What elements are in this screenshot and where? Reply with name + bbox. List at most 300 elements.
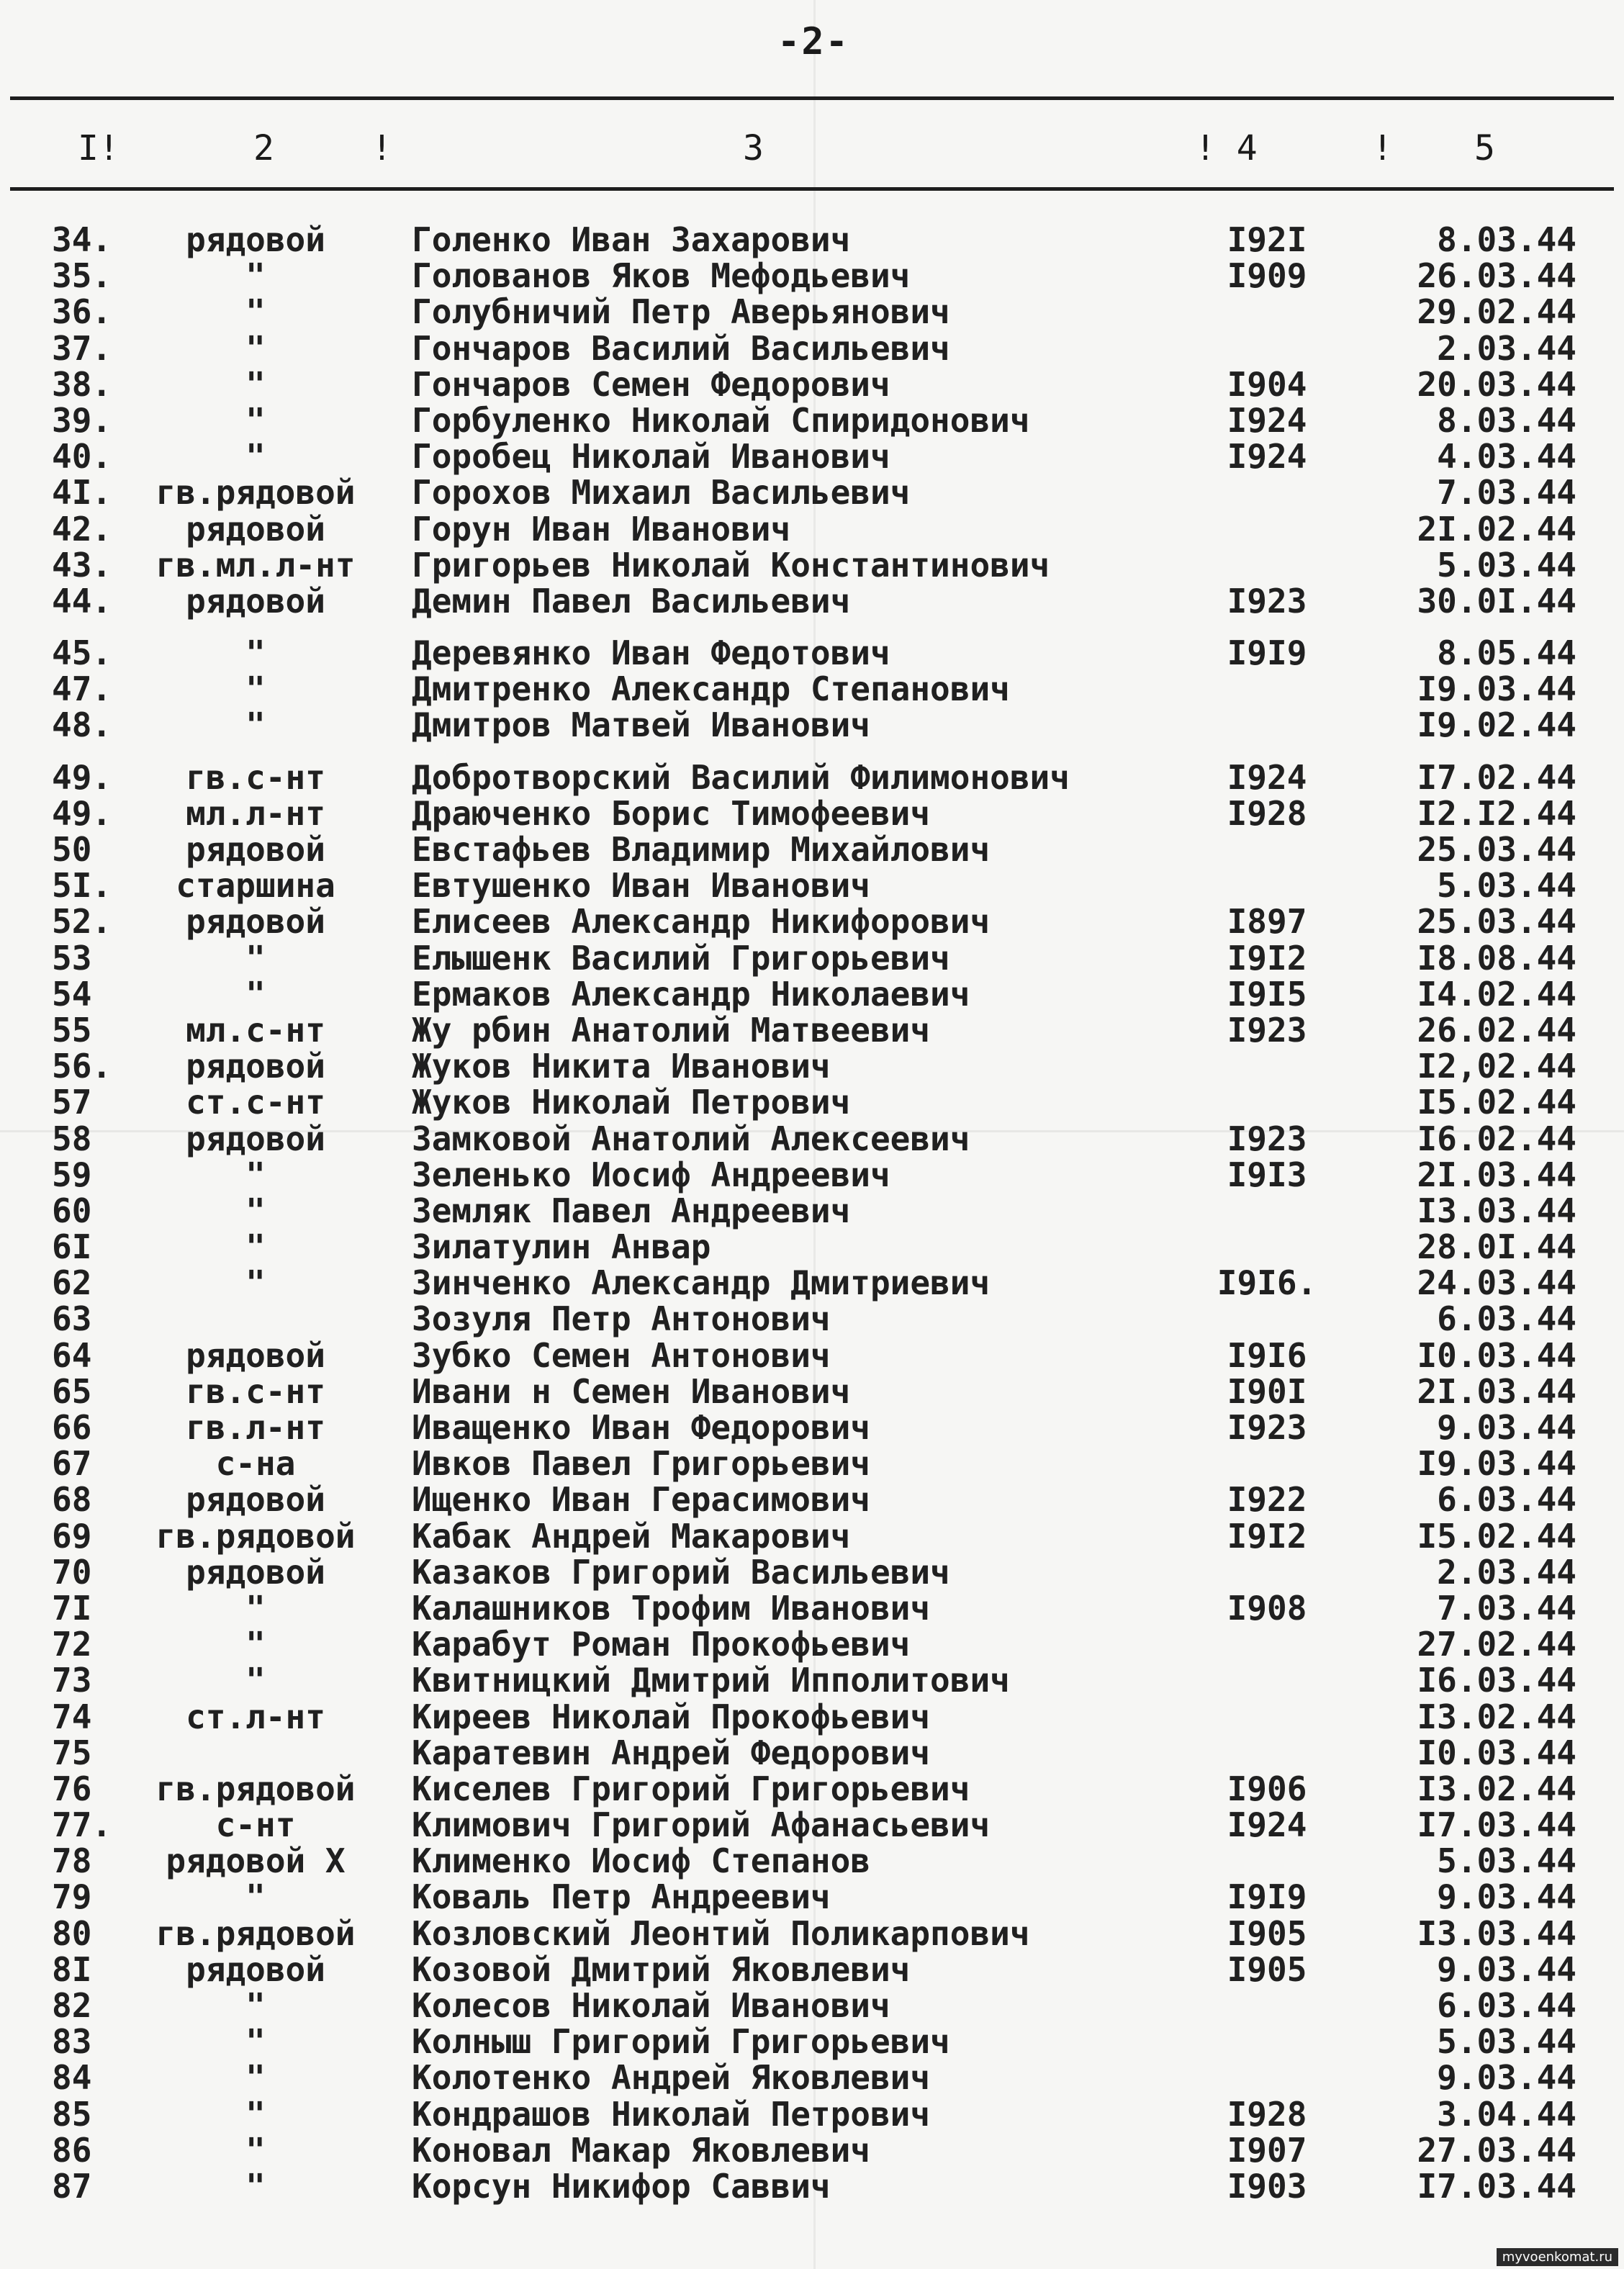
record-name: Жуков Николай Петрович [412,1083,851,1122]
record-rank: гв.мл.л-нт [155,545,356,585]
record-name: Козловский Леонтий Поликарпович [412,1913,1030,1953]
record-number: 57 [52,1083,92,1122]
list-item [0,1518,1624,1554]
record-number: 45. [52,633,112,673]
list-item [0,1480,1624,1520]
record-rank: рядовой [186,1949,325,1989]
record-date: 20.03.44 [1417,364,1576,404]
record-birth-year: I928 [1227,793,1307,833]
record-number: 66 [52,1408,92,1447]
record-name: Евстафьев Владимир Михайлович [412,830,991,869]
record-date: 9.03.44 [1437,1408,1576,1447]
record-name: Коваль Петр Андреевич [412,1877,831,1917]
record-rank: рядовой [186,1480,325,1520]
record-rank: " [245,633,266,673]
record-name: Иващенко Иван Федорович [412,1408,870,1447]
record-date: 30.0I.44 [1417,581,1576,621]
record-name: Добротворский Василий Филимонович [412,757,1070,797]
list-item [0,1409,1624,1445]
record-birth-year: I9I5 [1227,974,1307,1014]
list-item [0,547,1624,583]
record-date: I7.02.44 [1417,757,1576,797]
record-number: 56. [52,1047,112,1086]
record-number: 82 [52,1986,92,2025]
record-date: 2.03.44 [1437,328,1576,368]
record-number: 73 [52,1661,92,1700]
record-birth-year: I90I [1227,1371,1307,1411]
record-date: I9.02.44 [1417,705,1576,745]
record-birth-year: I9I6 [1227,1335,1307,1375]
record-name: Деревянко Иван Федотович [412,633,890,673]
record-rank: " [245,364,266,404]
record-number: 7I [52,1588,92,1628]
record-name: Кондрашов Николай Петрович [412,2094,931,2134]
record-number: 85 [52,2094,92,2134]
record-name: Ищенко Иван Герасимович [412,1480,870,1520]
list-item [0,583,1624,619]
record-name: Колныш Григорий Григорьевич [412,2022,950,2062]
record-date: 8.05.44 [1437,633,1576,673]
record-rank: " [245,938,266,978]
record-number: 77. [52,1805,112,1845]
record-rank: " [245,1227,266,1267]
record-number: 86 [52,2130,92,2170]
record-name: Горобец Николай Иванович [412,437,890,477]
record-number: 34. [52,220,112,259]
record-name: Голубничий Петр Аверьянович [412,292,950,332]
record-date: I4.02.44 [1417,974,1576,1014]
header-col-3: 3 [743,128,764,168]
record-rank: " [245,1661,266,1700]
record-list [0,222,1624,2204]
list-item [0,1301,1624,1337]
record-number: 87 [52,2166,92,2206]
page-number: -2- [777,20,849,63]
record-name: Киреев Николай Прокофьевич [412,1697,931,1736]
list-item [0,2060,1624,2096]
record-date: 2I.03.44 [1417,1155,1576,1194]
record-birth-year: I9I6. [1217,1263,1317,1303]
record-number: 60 [52,1191,92,1230]
record-rank: " [245,2166,266,2206]
record-name: Ермаков Александр Николаевич [412,974,970,1014]
record-rank: " [245,2130,266,2170]
record-number: 79 [52,1877,92,1917]
record-date: 5.03.44 [1437,2022,1576,2062]
record-name: Евтушенко Иван Иванович [412,866,870,906]
record-name: Григорьев Николай Константинович [412,545,1050,585]
record-number: 70 [52,1552,92,1592]
record-date: 5.03.44 [1437,866,1576,906]
record-name: Ивани н Семен Иванович [412,1371,851,1411]
record-rank: старшина [176,866,335,906]
record-birth-year: I905 [1227,1913,1307,1953]
record-name: Жу рбин Анатолий Матвеевич [412,1010,931,1050]
record-rank: с-нт [215,1805,296,1845]
record-date: 28.0I.44 [1417,1227,1576,1267]
record-number: 8I [52,1949,92,1989]
list-item [0,1229,1624,1265]
record-birth-year: I9I2 [1227,938,1307,978]
record-date: I9.03.44 [1417,669,1576,709]
record-birth-year: I905 [1227,1949,1307,1989]
record-birth-year: I923 [1227,1119,1307,1158]
list-item [0,1843,1624,1879]
record-name: Колесов Николай Иванович [412,1986,890,2025]
record-number: 6I [52,1227,92,1267]
record-name: Дмитренко Александр Степанович [412,669,1010,709]
record-date: I6.02.44 [1417,1119,1576,1158]
record-date: 7.03.44 [1437,1588,1576,1628]
record-rank: рядовой [186,830,325,869]
record-number: 47. [52,669,112,709]
record-rank: рядовой [186,1552,325,1592]
record-name: Киселев Григорий Григорьевич [412,1769,970,1808]
list-item [0,866,1624,906]
record-date: I0.03.44 [1417,1335,1576,1375]
record-date: I6.03.44 [1417,1661,1576,1700]
record-date: 2I.02.44 [1417,509,1576,549]
record-name: Дмитров Матвей Иванович [412,705,870,745]
record-rank: " [245,1191,266,1230]
list-item [0,1193,1624,1229]
list-item [0,1265,1624,1301]
record-rank: гв.рядовой [155,1516,356,1556]
record-rank: гв.с-нт [186,757,325,797]
list-item [0,1662,1624,1698]
record-birth-year: I9I9 [1227,1877,1307,1917]
record-rank: рядовой [186,1335,325,1375]
record-birth-year: I909 [1227,256,1307,296]
record-date: 2.03.44 [1437,1552,1576,1592]
list-item [0,1879,1624,1915]
record-date: 6.03.44 [1437,1299,1576,1339]
record-name: Елисеев Александр Никифорович [412,902,991,942]
record-rank: " [245,1625,266,1664]
record-rank: " [245,974,266,1014]
record-date: 25.03.44 [1417,830,1576,869]
record-rank: рядовой [186,1119,325,1158]
record-birth-year: I9I9 [1227,633,1307,673]
record-number: 75 [52,1733,92,1772]
header-rule-bottom [10,187,1614,191]
record-date: 8.03.44 [1437,220,1576,259]
record-birth-year: I924 [1227,757,1307,797]
record-date: 25.03.44 [1417,902,1576,942]
record-name: Горбуленко Николай Спиридонович [412,400,1030,440]
list-item [0,940,1624,976]
record-birth-year: I907 [1227,2130,1307,2170]
record-rank: рядовой [186,581,325,621]
record-number: 43. [52,545,112,585]
record-name: Зеленько Иосиф Андреевич [412,1155,890,1194]
record-rank: гв.рядовой [155,473,356,513]
record-date: 29.02.44 [1417,292,1576,332]
record-number: 49. [52,793,112,833]
list-item [0,437,1624,477]
list-item [0,1084,1624,1120]
record-name: Каратевин Андрей Федорович [412,1733,931,1772]
record-rank: " [245,328,266,368]
record-number: 84 [52,2058,92,2098]
record-number: 76 [52,1769,92,1808]
record-birth-year: I906 [1227,1769,1307,1808]
record-birth-year: I924 [1227,1805,1307,1845]
record-number: 83 [52,2022,92,2062]
record-number: 39. [52,400,112,440]
record-rank: " [245,292,266,332]
record-birth-year: I9I2 [1227,1516,1307,1556]
list-item [0,473,1624,513]
record-name: Ивков Павел Григорьевич [412,1444,870,1484]
record-rank: " [245,1986,266,2025]
list-item [0,1626,1624,1662]
record-name: Демин Павел Васильевич [412,581,851,621]
list-item [0,330,1624,366]
list-item [0,902,1624,942]
record-date: I3.03.44 [1417,1191,1576,1230]
header-col-2: 2 [253,128,274,168]
record-rank: рядовой [186,509,325,549]
record-date: I3.03.44 [1417,1913,1576,1953]
record-number: 53 [52,938,92,978]
header-separator-2: ! [1372,128,1393,168]
record-number: 52. [52,902,112,942]
record-rank: " [245,1588,266,1628]
list-item [0,759,1624,795]
record-date: I9.03.44 [1417,1444,1576,1484]
record-date: I2.I2.44 [1417,793,1576,833]
record-date: 24.03.44 [1417,1263,1576,1303]
record-name: Кабак Андрей Макарович [412,1516,851,1556]
list-item [0,402,1624,438]
record-rank: гв.рядовой [155,1913,356,1953]
record-rank: рядовой [186,1047,325,1086]
record-rank: " [245,2094,266,2134]
record-name: Земляк Павел Андреевич [412,1191,851,1230]
record-name: Елышенк Василий Григорьевич [412,938,950,978]
record-rank: ст.с-нт [186,1083,325,1122]
record-name: Зилатулин Анвар [412,1227,711,1267]
record-name: Казаков Григорий Васильевич [412,1552,950,1592]
record-number: 36. [52,292,112,332]
record-date: 27.02.44 [1417,1625,1576,1664]
record-number: 4I. [52,473,112,513]
record-rank: " [245,2022,266,2062]
record-rank: мл.л-нт [186,793,325,833]
header-col-1: I! [78,128,119,168]
record-date: I7.03.44 [1417,2166,1576,2206]
record-rank: " [245,256,266,296]
record-name: Драюченко Борис Тимофеевич [412,793,931,833]
record-rank: мл.с-нт [186,1010,325,1050]
record-date: 6.03.44 [1437,1986,1576,2025]
record-number: 69 [52,1516,92,1556]
list-item [0,1735,1624,1771]
record-number: 48. [52,705,112,745]
record-rank: рядовой Х [166,1841,346,1881]
record-rank: ст.л-нт [186,1697,325,1736]
site-watermark: myvoenkomat.ru [1497,2248,1618,2266]
record-number: 50 [52,830,92,869]
record-number: 74 [52,1697,92,1736]
record-name: Замковой Анатолий Алексеевич [412,1119,970,1158]
record-rank: " [245,1155,266,1194]
list-item [0,1988,1624,2024]
list-item [0,707,1624,743]
record-name: Голованов Яков Мефодьевич [412,256,911,296]
list-item [0,1913,1624,1953]
record-date: I3.02.44 [1417,1697,1576,1736]
record-date: 9.03.44 [1437,1877,1576,1917]
record-date: 7.03.44 [1437,473,1576,513]
record-rank: " [245,705,266,745]
record-number: 72 [52,1625,92,1664]
record-name: Климович Григорий Афанасьевич [412,1805,991,1845]
record-name: Голенко Иван Захарович [412,220,851,259]
list-item [0,795,1624,831]
record-rank: " [245,669,266,709]
record-birth-year: I92I [1227,220,1307,259]
record-number: 35. [52,256,112,296]
list-item [0,1771,1624,1807]
record-date: I7.03.44 [1417,1805,1576,1845]
record-date: 9.03.44 [1437,2058,1576,2098]
record-number: 78 [52,1841,92,1881]
record-birth-year: I9I3 [1227,1155,1307,1194]
record-date: I0.03.44 [1417,1733,1576,1772]
record-date: 5.03.44 [1437,545,1576,585]
list-item [0,294,1624,330]
record-date: 8.03.44 [1437,400,1576,440]
record-number: 64 [52,1335,92,1375]
record-birth-year: I904 [1227,364,1307,404]
record-date: I5.02.44 [1417,1516,1576,1556]
record-rank: " [245,1877,266,1917]
record-name: Гончаров Семен Федорович [412,364,890,404]
record-number: 67 [52,1444,92,1484]
list-item [0,1807,1624,1843]
record-birth-year: I928 [1227,2094,1307,2134]
record-number: 37. [52,328,112,368]
record-date: 3.04.44 [1437,2094,1576,2134]
list-item [0,1335,1624,1375]
record-date: I5.02.44 [1417,1083,1576,1122]
record-date: 9.03.44 [1437,1949,1576,1989]
record-number: 55 [52,1010,92,1050]
record-name: Горохов Михаил Васильевич [412,473,911,513]
record-rank: " [245,2058,266,2098]
record-date: 5.03.44 [1437,1841,1576,1881]
record-number: 49. [52,757,112,797]
record-number: 44. [52,581,112,621]
header-rule-top [10,96,1614,100]
record-name: Карабут Роман Прокофьевич [412,1625,911,1664]
record-date: 26.02.44 [1417,1010,1576,1050]
record-birth-year: I908 [1227,1588,1307,1628]
record-number: 58 [52,1119,92,1158]
record-date: I8.08.44 [1417,938,1576,978]
list-item [0,1048,1624,1084]
header-separator: ! [371,128,392,168]
list-item [0,2024,1624,2060]
list-item [0,1121,1624,1157]
record-name: Зозуля Петр Антонович [412,1299,831,1339]
list-item [0,1157,1624,1193]
record-rank: рядовой [186,220,325,259]
record-name: Колотенко Андрей Яковлевич [412,2058,931,2098]
list-item [0,511,1624,547]
list-item [0,1699,1624,1735]
record-birth-year: I923 [1227,1010,1307,1050]
list-item [0,1444,1624,1484]
record-number: 38. [52,364,112,404]
record-birth-year: I923 [1227,581,1307,621]
record-date: 4.03.44 [1437,437,1576,477]
record-rank: " [245,1263,266,1303]
list-item [0,635,1624,671]
record-birth-year: I923 [1227,1408,1307,1447]
record-name: Горун Иван Иванович [412,509,791,549]
record-name: Квитницкий Дмитрий Ипполитович [412,1661,1010,1700]
list-item [0,1373,1624,1409]
list-item [0,1012,1624,1048]
record-rank: гв.с-нт [186,1371,325,1411]
header-col-5: 5 [1474,128,1495,168]
record-number: 62 [52,1263,92,1303]
record-date: I3.02.44 [1417,1769,1576,1808]
list-item [0,222,1624,258]
list-item [0,1554,1624,1590]
record-date: 2I.03.44 [1417,1371,1576,1411]
record-rank: " [245,437,266,477]
record-name: Зинченко Александр Дмитриевич [412,1263,991,1303]
list-item [0,2096,1624,2132]
list-item [0,831,1624,867]
record-rank: рядовой [186,902,325,942]
record-name: Калашников Трофим Иванович [412,1588,931,1628]
record-rank: " [245,400,266,440]
header-col-4: ! 4 [1195,128,1258,168]
record-name: Козовой Дмитрий Яковлевич [412,1949,911,1989]
record-number: 68 [52,1480,92,1520]
record-number: 40. [52,437,112,477]
record-number: 65 [52,1371,92,1411]
list-item [0,2132,1624,2168]
record-number: 5I. [52,866,112,906]
record-date: I2,02.44 [1417,1047,1576,1086]
list-item [0,1590,1624,1626]
list-item [0,258,1624,294]
record-date: 26.03.44 [1417,256,1576,296]
record-name: Зубко Семен Антонович [412,1335,831,1375]
record-number: 80 [52,1913,92,1953]
record-date: 6.03.44 [1437,1480,1576,1520]
record-birth-year: I924 [1227,400,1307,440]
record-name: Коновал Макар Яковлевич [412,2130,870,2170]
record-date: 27.03.44 [1417,2130,1576,2170]
record-birth-year: I924 [1227,437,1307,477]
record-name: Жуков Никита Иванович [412,1047,831,1086]
record-name: Клименко Иосиф Степанов [412,1841,870,1881]
record-number: 63 [52,1299,92,1339]
record-birth-year: I903 [1227,2166,1307,2206]
list-item [0,671,1624,707]
record-birth-year: I897 [1227,902,1307,942]
record-number: 54 [52,974,92,1014]
record-number: 59 [52,1155,92,1194]
list-item [0,976,1624,1012]
